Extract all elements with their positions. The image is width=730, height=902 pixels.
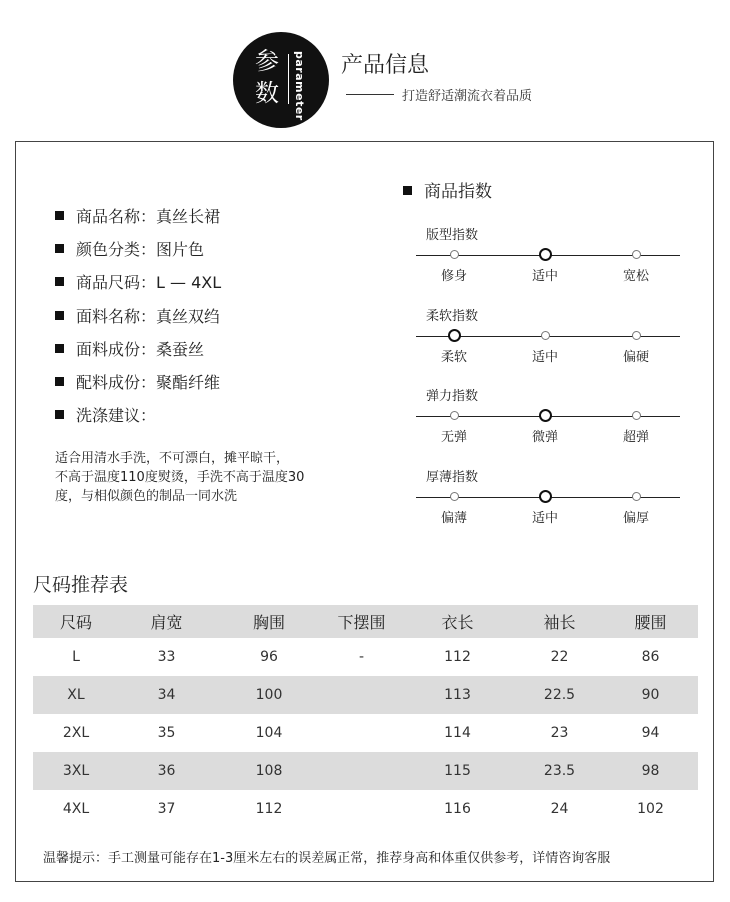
info-value: 聚酯纤维 [156,373,221,392]
info-item [55,304,220,327]
table-cell: 98 [603,752,698,790]
table-row [33,752,698,790]
info-item [55,403,156,426]
index-title [403,177,492,202]
index-dot-selected [448,329,461,342]
index-group [416,224,680,294]
badge-char-2: 数 [255,79,279,107]
table-row [33,714,698,752]
table-cell: 112 [444,649,471,665]
info-value: 图片色 [156,240,205,259]
info-item [55,204,220,227]
index-option: 偏硬 [622,350,649,365]
table-cell: 113 [399,676,516,714]
table-cell: 104 [255,725,283,741]
index-dot-selected [539,248,552,261]
index-dot [450,250,459,259]
index-group [416,305,680,375]
index-dot [632,411,641,420]
index-title-text: 商品指数 [424,182,492,202]
table-cell: 100 [214,676,324,714]
bullet-square [403,186,412,195]
index-option: 偏厚 [622,511,649,526]
index-option: 适中 [531,269,558,284]
info-label: 配料成份： [76,373,157,392]
table-cell: 37 [157,801,176,817]
bullet-square [55,211,64,220]
table-cell: 3XL [33,752,119,790]
badge-divider [288,54,289,104]
info-label: 商品名称： [76,207,157,226]
table-cell: 90 [603,676,698,714]
badge-english: parameter [293,51,306,121]
table-cell: 86 [641,649,660,665]
info-item [55,270,221,293]
bullet-square [55,344,64,353]
index-dot [632,250,641,259]
index-name: 版型指数 [426,228,479,243]
table-cell: 4XL [62,801,90,817]
table-header-cell: 胸围 [214,605,324,638]
table-cell: 34 [119,676,214,714]
wash-line: 不高于温度110度熨烫，手洗不高于温度30 [55,470,305,485]
info-label: 商品尺码： [76,273,157,292]
bullet-square [55,311,64,320]
table-cell: 96 [260,649,278,665]
table-row [33,676,698,714]
table-cell: 116 [444,801,471,817]
index-dot-selected [539,490,552,503]
table-cell: 24 [550,801,569,817]
table-cell: 35 [157,725,176,741]
index-option: 微弹 [531,430,558,445]
table-row [33,790,698,828]
table-header-cell: 袖长 [516,605,603,638]
info-item [55,370,220,393]
info-label: 颜色分类： [76,240,157,259]
size-note: 温馨提示：手工测量可能存在1-3厘米左右的误差属正常，推荐身高和体重仅供参考，详情咨询客服 [43,851,611,866]
table-cell: L [72,649,80,665]
wash-instructions [55,449,355,506]
table-cell: 112 [255,801,283,817]
info-item [55,237,204,260]
index-name: 厚薄指数 [426,470,479,485]
index-dot-selected [539,409,552,422]
table-cell: 33 [157,649,176,665]
info-label: 洗涤建议： [76,406,157,425]
info-value: 桑蚕丝 [156,340,205,359]
parameter-badge [233,32,329,128]
bullet-square [55,410,64,419]
index-option: 偏薄 [440,511,467,526]
table-row [33,638,698,676]
wash-line: 度，与相似颜色的制品一同水洗 [55,489,238,504]
info-value: L — 4XL [156,273,222,292]
section-subtitle: 打造舒适潮流衣着品质 [402,89,533,104]
table-cell: 23 [550,725,569,741]
table-cell: 102 [637,801,664,817]
info-value: 真丝双绉 [156,307,221,326]
info-label: 面料成份： [76,340,157,359]
subtitle-dash [346,94,394,95]
table-header-cell: 肩宽 [119,605,214,638]
section-title: 产品信息 [341,53,430,78]
table-cell: 23.5 [516,752,603,790]
table-cell [324,676,399,714]
table-cell: 22 [550,649,569,665]
table-cell: XL [33,676,119,714]
index-option: 柔软 [440,350,467,365]
table-header-cell: 尺码 [33,605,119,638]
index-option: 无弹 [440,430,467,445]
size-table [33,605,698,828]
index-option: 超弹 [622,430,649,445]
index-name: 弹力指数 [426,389,479,404]
index-option: 适中 [531,511,558,526]
index-group [416,466,680,536]
info-label: 面料名称： [76,307,157,326]
index-dot [450,411,459,420]
index-option: 修身 [440,269,467,284]
info-value: 真丝长裙 [156,207,221,226]
table-body [33,638,698,828]
table-cell [324,752,399,790]
table-cell: 114 [444,725,471,741]
index-option: 宽松 [622,269,649,284]
index-option: 适中 [531,350,558,365]
index-dot [632,492,641,501]
bullet-square [55,277,64,286]
table-header-cell: 下摆围 [324,605,399,638]
table-cell: 22.5 [516,676,603,714]
bullet-square [55,377,64,386]
index-dot [450,492,459,501]
index-dot [632,331,641,340]
table-cell [324,714,399,752]
bullet-square [55,244,64,253]
table-cell: 36 [119,752,214,790]
table-cell: 115 [399,752,516,790]
table-header-cell: 衣长 [399,605,516,638]
index-name: 柔软指数 [426,309,479,324]
table-header-row [33,605,698,638]
wash-line: 适合用清水手洗，不可漂白，摊平晾干， [55,451,290,466]
index-dot [541,331,550,340]
badge-char-1: 参 [255,47,279,75]
table-cell: - [358,649,365,665]
table-cell [324,790,399,828]
table-cell: 108 [214,752,324,790]
size-table-title: 尺码推荐表 [33,574,129,596]
info-item [55,337,204,360]
table-cell: 2XL [62,725,90,741]
table-header-cell: 腰围 [603,605,698,638]
index-group [416,385,680,455]
table-cell: 94 [641,725,660,741]
